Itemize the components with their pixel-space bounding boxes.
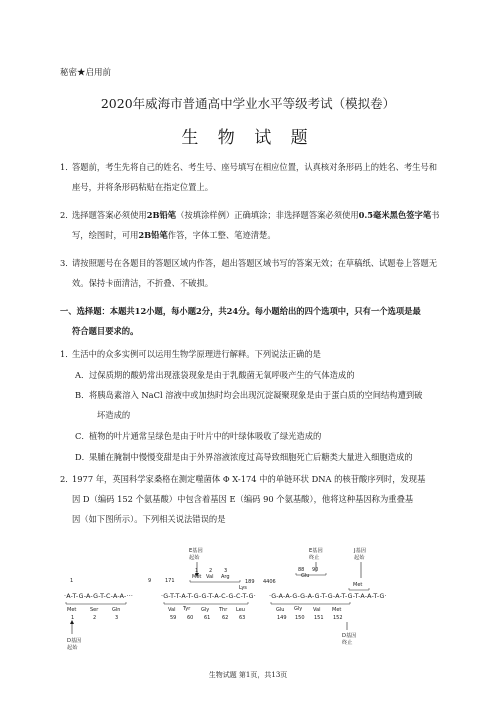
section-heading-line: 一、选择题：本题共12小题，每小题2分，共24分。每小题给出的四个选项中，只有一个选项是最: [60, 306, 421, 316]
question-text: 1977 年，英国科学家桑格在测定噬菌体 Φ X-174 中的单链环状 DNA 的核苷酸序列时，发现基: [72, 474, 426, 484]
instruction-number: 2．: [60, 210, 74, 220]
option-text: 过保质期的酸奶常出现涨袋现象是由于乳酸菌无氧呼吸产生的气体造成的: [89, 370, 355, 380]
dna-sequence-middle: ·G-T-T-A-T-G-G-T-A-C-G-C-T-G·: [161, 593, 256, 600]
e-gene-stop-label: 终止: [309, 555, 320, 561]
option-d: [75, 447, 445, 467]
option-c: [75, 426, 445, 446]
bottom-amino-acid: Met: [332, 607, 342, 613]
e-frame-bracket: [190, 580, 240, 582]
top-amino-acid: Arg: [221, 574, 230, 580]
instruction-1: [60, 157, 442, 197]
d-gene-start-label: 起始: [67, 645, 78, 651]
top-number: 4406: [263, 579, 276, 585]
question-text: 生活中的众多实例可以运用生物学原理进行解释。下列说法正确的是: [72, 349, 321, 359]
overlapping-gene-diagram: [64, 544, 434, 668]
bottom-amino-acid: Gly: [201, 607, 210, 613]
question-number: 1．: [60, 349, 74, 359]
option-text: 坏造成的: [97, 410, 131, 420]
option-text: 将胰岛素溶入 NaCl 溶液中或加热时均会出现沉淀凝聚现象是由于蛋白质的空间结构遭到破: [89, 390, 423, 400]
option-label: A．: [75, 370, 90, 380]
instruction-text-part: 书写，绘图时，可用: [72, 210, 440, 240]
page-footer: 生物试题 第1页，共13页: [208, 671, 288, 679]
option-label: C．: [75, 431, 90, 441]
option-label: D．: [75, 452, 90, 462]
instruction-number: 3．: [60, 258, 74, 268]
instruction-emphasis: 2B铅笔: [146, 210, 177, 220]
section-heading-line: 符合题目要求的。: [72, 326, 139, 336]
option-b: [75, 385, 445, 425]
top-amino-acid: Met: [353, 582, 363, 588]
d-gene-start-label: D基因: [67, 638, 82, 644]
bottom-number: 63: [239, 615, 246, 621]
instruction-3: [60, 253, 442, 293]
instruction-text: 答题前，考生先将自己的姓名、考生号、座号填写在相应位置，认真核对条形码上的姓名、考生号和座号，并将条形码粘贴在指定位置上。: [72, 162, 438, 192]
bottom-number: 60: [187, 615, 194, 621]
j-frame-bracket: [349, 588, 369, 590]
j-gene-start-label: J基因: [354, 548, 366, 554]
instruction-number: 1．: [60, 162, 74, 172]
top-number: 1: [195, 568, 199, 574]
d-frame-bracket: [164, 602, 248, 604]
dna-sequence-left: ·A-T-G-A-G-T-C-A-A-···: [64, 593, 134, 600]
bottom-number: 149: [277, 615, 287, 621]
instruction-emphasis: 0.5毫米黑色签字笔: [358, 210, 432, 220]
bottom-amino-acid: Leu: [236, 607, 245, 613]
top-amino-acid: Met: [192, 574, 202, 580]
bottom-amino-acid: Gln: [112, 607, 121, 613]
instruction-text: 请按照题号在各题目的答题区域内作答，超出答题区域书写的答案无效；在草稿纸、试题卷上答题无效。保持卡面清洁，不折叠、不破损。: [72, 258, 438, 288]
instruction-2: [60, 205, 442, 245]
top-number: 2: [209, 568, 213, 574]
top-amino-acid: Glu: [301, 573, 310, 579]
d-gene-stop-label: D基因: [342, 633, 357, 639]
top-number: 9: [148, 578, 152, 584]
top-amino-acid: Val: [206, 574, 214, 580]
bottom-amino-acid: Val: [168, 607, 176, 613]
top-number: 88: [298, 567, 305, 573]
option-text: 植物的叶片通常呈绿色是由于叶片中的叶绿体吸收了绿光造成的: [89, 431, 322, 441]
bottom-number: 150: [295, 615, 305, 621]
subject-title: 生 物 试 题: [181, 128, 315, 148]
top-number: 171: [165, 578, 175, 584]
bottom-number: 61: [204, 615, 211, 621]
question-number: 2．: [60, 474, 74, 484]
bottom-number: 1: [71, 615, 75, 621]
e-gene-start-label: E基因: [189, 548, 203, 554]
question-1-stem: [60, 344, 442, 364]
j-gene-start-label: 起始: [354, 555, 365, 561]
bottom-amino-acid: Gly: [294, 606, 303, 612]
bottom-amino-acid: Val: [313, 607, 321, 613]
bottom-amino-acid: Met: [67, 607, 77, 613]
bottom-amino-acid: Ser: [90, 607, 99, 613]
instruction-text-part: 选择题答案必须使用: [72, 210, 147, 220]
instruction-text-part: 作答，字体工整、笔迹清楚。: [167, 230, 276, 240]
bottom-number: 151: [314, 615, 324, 621]
instruction-emphasis: 2B铅笔: [138, 230, 168, 240]
top-number: 1: [70, 578, 74, 584]
section-heading: [60, 301, 446, 341]
d-frame-bracket: [271, 602, 350, 604]
option-text: 果脯在腌制中慢慢变甜是由于外界溶液浓度过高导致细胞死亡后糖类大量进入细胞造成的: [89, 452, 413, 462]
bottom-number: 59: [170, 615, 177, 621]
bottom-amino-acid: Glu: [276, 607, 285, 613]
top-number: 189: [245, 579, 255, 585]
confidential-label: 秘密★启用前: [60, 68, 112, 78]
d-gene-stop-label: 终止: [342, 640, 353, 646]
instruction-text-part: （按填涂样例）正确填涂；非选择题答案必须使用: [176, 210, 359, 220]
top-number: 90: [312, 567, 319, 573]
e-gene-start-label: 起始: [189, 555, 200, 561]
question-2-stem: [60, 469, 442, 529]
bottom-amino-acid: Tyr: [183, 606, 191, 612]
option-a: [75, 365, 445, 385]
instruction-text: [60, 205, 442, 245]
d-frame-bracket: [66, 602, 126, 604]
bottom-amino-acid: Thr: [219, 607, 228, 613]
bottom-number: 2: [93, 615, 97, 621]
top-number: 3: [224, 568, 228, 574]
question-text: 因 D（编码 152 个氨基酸）中包含着基因 E（编码 90 个氨基酸），他将这种基因称为重叠基: [72, 494, 414, 504]
bottom-number: 152: [333, 615, 343, 621]
question-text: 因（如下图所示）。下列相关说法错误的是: [72, 514, 226, 524]
dna-sequence-right: ·G-A-A-G-G-A-G-T-G-A-T-G-T-A-A-T-G·: [269, 593, 387, 600]
e-gene-stop-label: E基因: [309, 548, 323, 554]
option-label: B．: [75, 390, 90, 400]
bottom-number: 62: [222, 615, 229, 621]
exam-title: 2020年威海市普通高中学业水平等级考试（模拟卷）: [100, 96, 396, 111]
top-amino-acid: Lys: [239, 585, 247, 591]
bottom-number: 3: [115, 615, 119, 621]
